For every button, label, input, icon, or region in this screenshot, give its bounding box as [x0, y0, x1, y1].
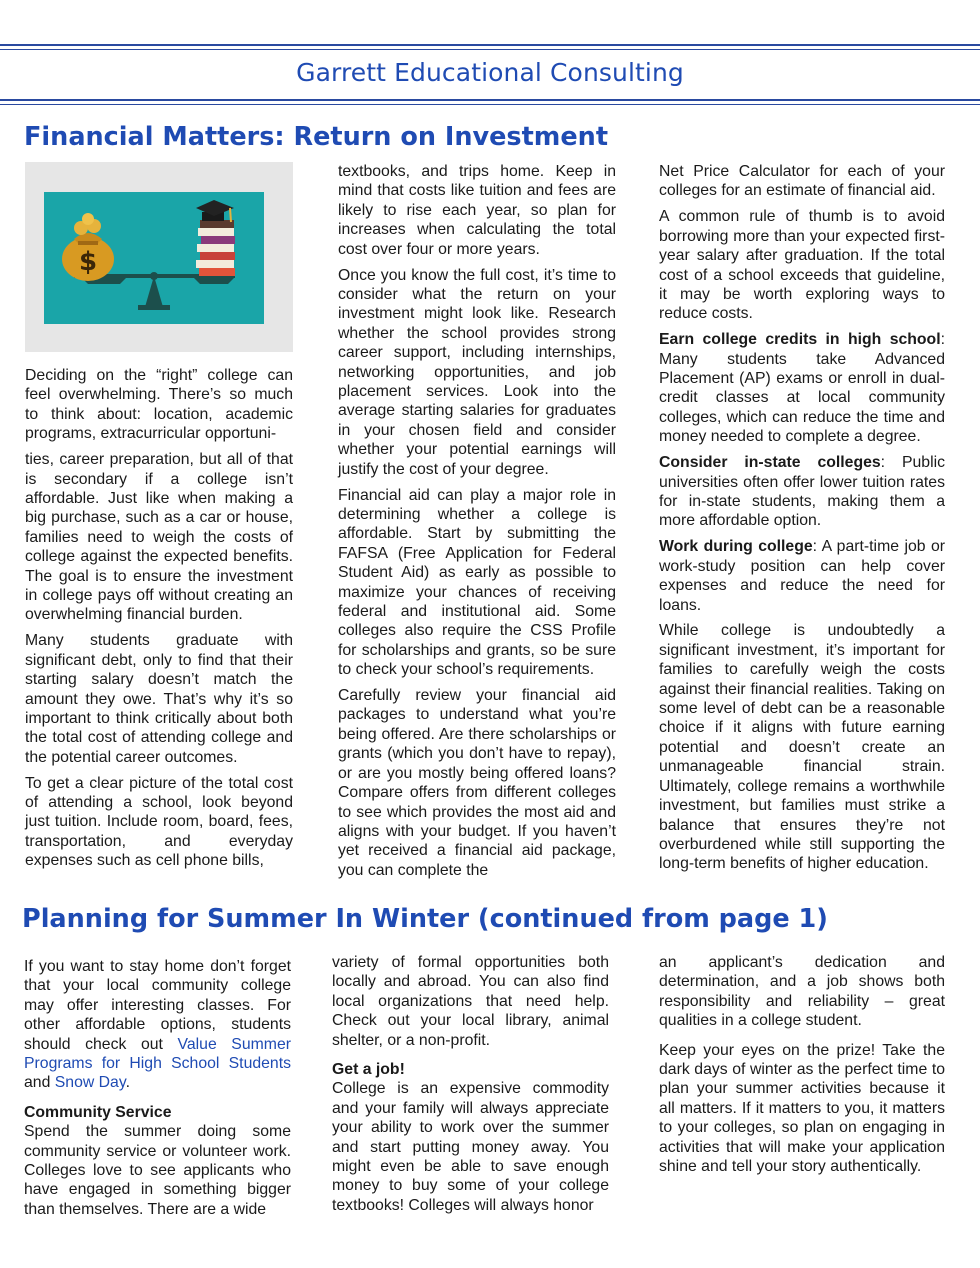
- article-title-financial-matters: Financial Matters: Return on Investment: [24, 122, 609, 152]
- article2-column-1: [24, 957, 291, 1226]
- paragraph: Deciding on the “right” college can feel overwhelming. There’s so much to think about: location, academic programs, extracurricular opportuni-: [25, 367, 293, 443]
- tip-label: Earn college credits in high school: [659, 331, 941, 349]
- paragraph: an applicant’s dedication and determination, and a job shows both responsibility and reliability – great qualities in a college student.: [659, 954, 945, 1030]
- top-rule-1: [0, 44, 980, 46]
- snow-day-link[interactable]: Snow Day: [54, 1074, 126, 1092]
- paragraph: Once you know the full cost, it’s time to consider what the return on your investment might look like. Research whether the school provides strong career support, including internships, networking opportunities, and job placement services. Look into the average starting salaries for graduates in your chosen field and consider whether your potential earnings will justify the cost of your degree.: [338, 266, 616, 478]
- paragraph: College is an expensive commodity and your family will always appreciate your ability to work over the summer and start putting money away. You might even be able to save enough money to buy some of your college textbooks! Colleges will always honor: [332, 1080, 609, 1214]
- tip-paragraph: [659, 453, 945, 531]
- subheading-get-a-job: Get a job!: [332, 1061, 405, 1079]
- books-icon: [196, 220, 235, 276]
- paragraph: Spend the summer doing some community service or volunteer work. Colleges love to see applicants who have engaged in something bigger than themselves. There are a wide: [24, 1123, 291, 1218]
- top-rule-2: [0, 49, 980, 50]
- value-summer-programs-link[interactable]: Value Summer Programs for High School Students: [24, 1035, 291, 1073]
- paragraph: Financial aid can play a major role in determining whether a college is affordable. Start by submitting the FAFSA (Free Application for Federal Student Aid) as early as possible to maximize your chances of receiving federal and institutional aid. Some colleges also require the CSS Profile for scholarships and grants, so be sure to check your school’s requirements.: [338, 486, 616, 679]
- paragraph: textbooks, and trips home. Keep in mind that costs like tuition and fees are likely to rise each year, so plan for increases when calculating the total cost over four or more years.: [338, 163, 616, 258]
- text-run: .: [125, 1074, 130, 1092]
- paragraph: Keep your eyes on the prize! Take the dark days of winter as the perfect time to plan your summer activities because it all matters. If it matters to you, it matters to your colleges, so plan on engaging in activities that will make your application shine and tell your story authentically.: [659, 1041, 945, 1176]
- paragraph: A common rule of thumb is to avoid borrowing more than your expected first-year salary after graduation. If the total cost of a school exceeds that guideline, it may be worth exploring ways to reduce costs.: [659, 208, 945, 323]
- tip-text: : Public universities often offer lower tuition rates for in-state students, making them a more affordable option.: [659, 454, 945, 530]
- tip-paragraph: [659, 537, 945, 615]
- subheading-community-service: Community Service: [24, 1103, 172, 1121]
- article-illustration: [44, 192, 264, 324]
- article2-column-2: [332, 953, 609, 1222]
- text-run: and: [24, 1074, 55, 1092]
- paragraph: variety of formal opportunities both locally and abroad. You can also find local organizations that need help. Check out your local library, animal shelter, or a non-profit.: [332, 954, 609, 1049]
- paragraph: [24, 957, 291, 1093]
- bottom-rule-2: [0, 104, 980, 105]
- tip-text: : A part-time job or work-study position can help cover expenses and reduce the need for loans.: [659, 538, 945, 614]
- article-title-summer-planning: Planning for Summer In Winter (continued from page 1): [22, 904, 828, 934]
- paragraph: Net Price Calculator for each of your colleges for an estimate of financial aid.: [659, 163, 945, 200]
- svg-text:$: $: [78, 247, 98, 277]
- text-run: If you want to stay home don’t forget that your local community college may offer interesting classes. For other affordable options, students should check out: [24, 958, 291, 1053]
- paragraph: To get a clear picture of the total cost of attending a school, look beyond just tuition. Include room, board, fees, transportation, and everyday expenses such as cell phone bills,: [25, 774, 293, 870]
- article1-column-1: [25, 366, 293, 877]
- article2-column-3: [659, 953, 945, 1183]
- paragraph: While college is undoubtedly a significant investment, it’s important for families to carefully weigh the costs against their financial realities. Taking on some level of debt can be a reasonable choice if it aligns with future earning potential and doesn’t create an unmanageable financial strain. Ultimately, college remains a worthwhile investment, but families must strike a balance that ensures they’re not overburdened while still supporting the long-term benefits of higher education.: [659, 622, 945, 873]
- tip-label: Work during college: [659, 538, 813, 556]
- paragraph: ties, career preparation, but all of that is secondary if a college isn’t affordable. Just like when making a big purchase, such as a car or house, families need to weigh the costs of college against the expected benefits. The goal is to ensure the investment in college pays off without creating an overwhelming financial burden.: [25, 451, 293, 624]
- article1-column-2: [338, 162, 616, 887]
- tip-label: Consider in-state colleges: [659, 454, 881, 472]
- paragraph: Many students graduate with significant debt, only to find that their starting salary doesn’t match the amount they owe. That’s why it’s so important to think critically about both the total cost of attending college and the potential career outcomes.: [25, 632, 293, 766]
- tip-text: : Many students take Advanced Placement (AP) exams or enroll in dual-credit classes at local community colleges, which can reduce the time and money needed to complete a degree.: [659, 331, 945, 446]
- tip-paragraph: [659, 330, 945, 446]
- masthead-title: Garrett Educational Consulting: [296, 58, 684, 87]
- bottom-rule-1: [0, 99, 980, 101]
- paragraph: Carefully review your financial aid packages to understand what you’re being offered. Are there scholarships or grants (which you don’t have to repay), or are you mostly being offered loans? Compare offers from different colleges to see which provides the most aid and aligns with your budget. If you haven’t yet received a financial aid package, you can complete the: [338, 687, 616, 879]
- article1-column-3: [659, 162, 945, 880]
